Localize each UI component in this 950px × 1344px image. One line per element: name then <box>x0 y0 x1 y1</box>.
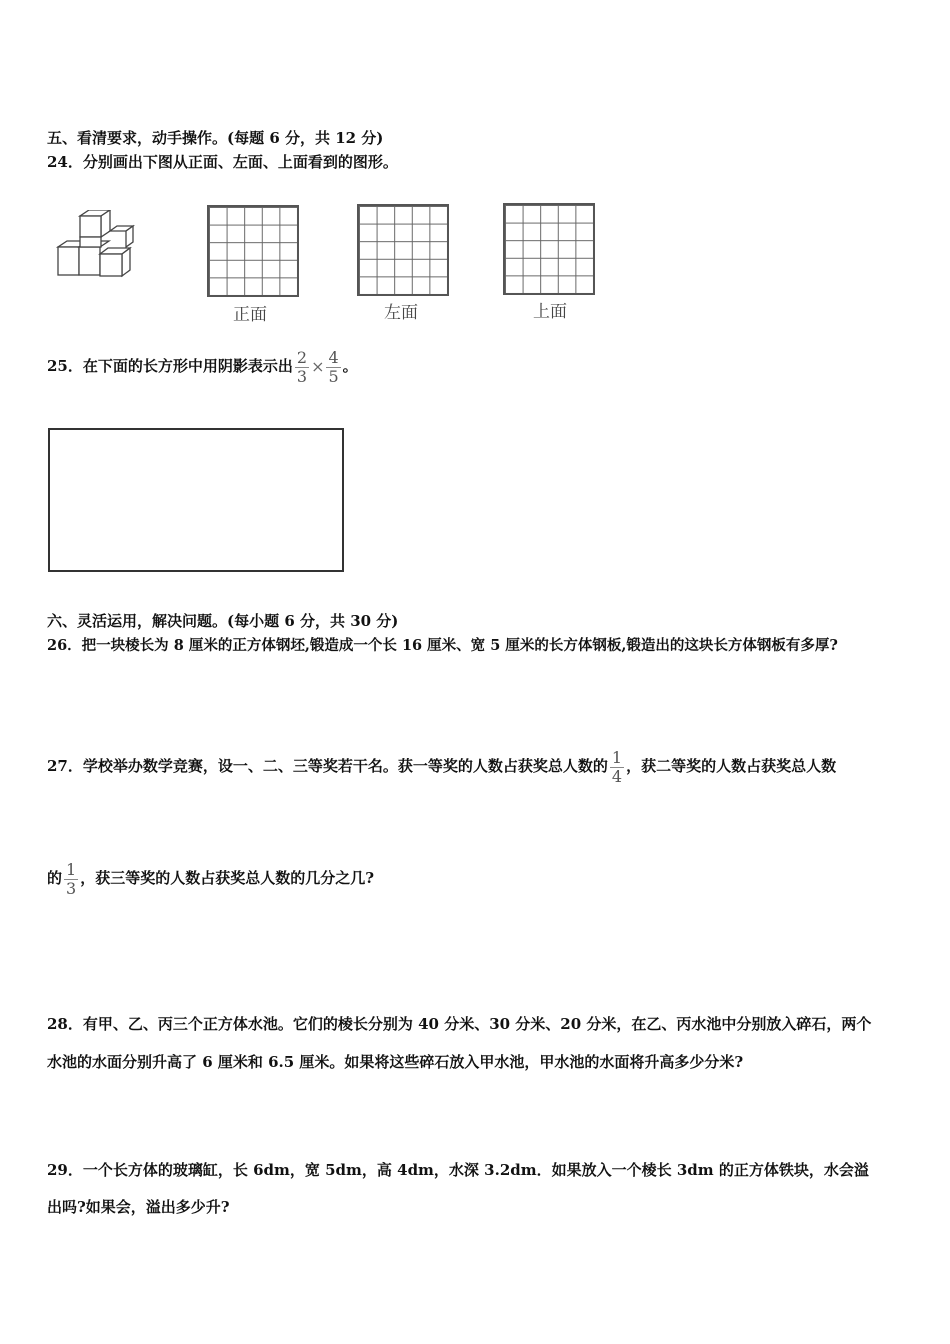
q25-prefix: 25．在下面的长方形中用阴影表示出 <box>47 357 293 375</box>
section5-heading: 五、看清要求，动手操作。(每题 6 分，共 12 分) <box>47 129 384 147</box>
q25-line <box>47 344 358 389</box>
times-sign: × <box>311 357 325 376</box>
top-view-label: 上面 <box>533 302 567 322</box>
left-view-grid <box>357 204 449 296</box>
front-view-label: 正面 <box>233 305 267 325</box>
left-view-label: 左面 <box>384 303 418 323</box>
fraction-1-4: $\frac{1}{4}$ <box>611 747 623 786</box>
section6-heading: 六、灵活运用，解决问题。(每小题 6 分，共 30 分) <box>47 612 399 630</box>
front-view-grid <box>207 205 299 297</box>
cube-stack-figure <box>50 210 150 292</box>
fraction-1-3: $\frac{1}{3}$ <box>66 859 77 898</box>
q29-line1: 29．一个长方体的玻璃缸，长 6dm，宽 5dm，高 4dm，水深 3.2dm．如果放入一个棱长 3dm 的正方体铁块，水会溢 <box>47 1161 869 1179</box>
q29-line2: 出吗?如果会，溢出多少升? <box>47 1198 230 1216</box>
q26-text: 26．把一块棱长为 8 厘米的正方体钢坯,锻造成一个长 16 厘米、宽 5 厘米的长方体钢板,锻造出的这块长方体钢板有多厚? <box>47 637 838 654</box>
q24-text: 24．分别画出下图从正面、左面、上面看到的图形。 <box>47 153 398 171</box>
shading-rectangle <box>48 428 344 572</box>
q25-suffix: 。 <box>342 357 358 375</box>
top-view-grid <box>503 203 595 295</box>
q28-line1: 28．有甲、乙、丙三个正方体水池。它们的棱长分别为 40 分米、30 分米、20 分米，在乙、丙水池中分别放入碎石，两个 <box>47 1015 872 1033</box>
q28-line2: 水池的水面分别升高了 6 厘米和 6.5 厘米。如果将这些碎石放入甲水池，甲水池的水面将升高多少分米? <box>47 1053 744 1071</box>
fraction-4-5: $\frac{4}{5}$ <box>328 347 339 386</box>
q27-line1: 27．学校举办数学竞赛，设一、二、三等奖若干名。获一等奖的人数占获奖总人数的 $\frac{1}{4}$ ，获二等奖的人数占获奖总人数 <box>47 747 837 786</box>
fraction-2-3: $\frac{2}{3}$ <box>296 347 308 386</box>
q27-line2: 的 $\frac{1}{3}$ ，获三等奖的人数占获奖总人数的几分之几? <box>47 859 374 898</box>
